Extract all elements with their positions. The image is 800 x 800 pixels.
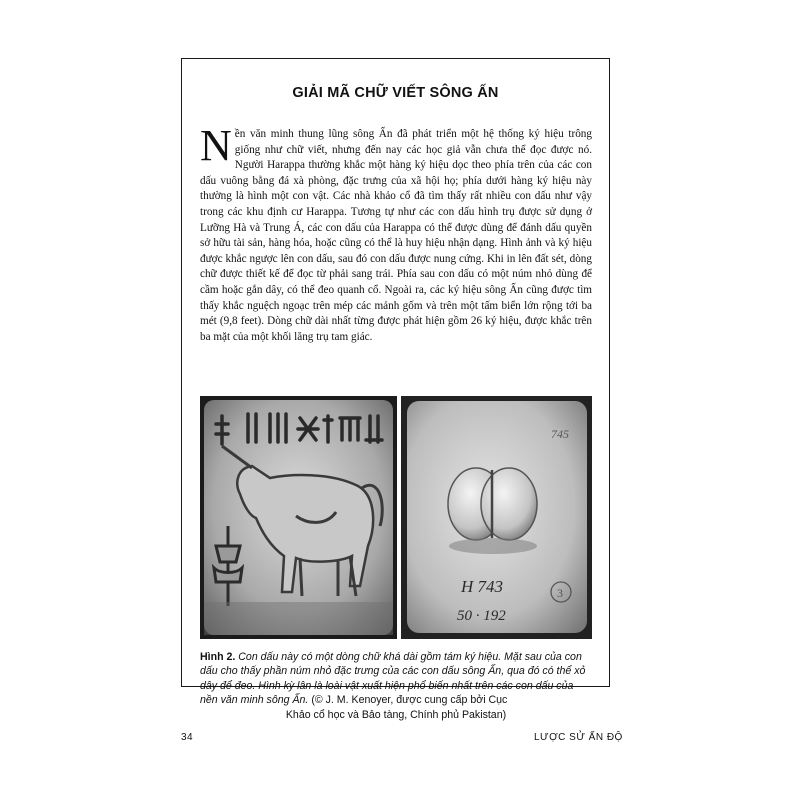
back-inscription-mid: H 743 [461,577,504,596]
box-title: GIẢI MÃ CHỮ VIẾT SÔNG ẤN [292,85,499,101]
box-body-text [200,121,592,345]
caption-text: Con dấu này có một dòng chữ khá dài gồm tám ký hiệu. Mặt sau của con dấu cho thấy phần núm nhỏ đặc trưng của các con dấu sông Ấn, qua đó có thể xỏ dây để đeo. Hình kỳ lân là loài vật xuất hiện phổ biến nhất trên các con dấu của nền văn minh sông Ấn. [200,651,586,707]
unicorn-seal-image [200,396,397,639]
running-head: LƯỢC SỬ ẤN ĐỘ [534,732,623,743]
back-inscription-top: 745 [551,427,569,441]
seal-back-image [401,396,592,639]
caption-credit-last: Khảo cổ học và Bảo tàng, Chính phủ Pakistan) [285,708,507,721]
back-circle-number: 3 [557,586,563,600]
page-number: 34 [181,732,194,743]
seal-front-photo [200,396,397,639]
figure-caption [200,650,592,722]
back-inscription-bottom: 50 · 192 [457,608,506,624]
sidebar-box [181,58,610,721]
caption-credit: (© J. M. Kenoyer, được cung cấp bởi Cục [311,694,508,707]
caption-label: Hình 2. [200,651,236,663]
body-paragraph: ền văn minh thung lũng sông Ấn đã phát triển một hệ thống ký hiệu trông giống như chữ viết, nhưng đến nay các học giả vẫn chưa thể đọc được nó. Người Harappa thường khắc một hàng ký hiệu dọc theo phía trên của các con dấu vuông bằng đá xà phòng, đặc trưng của xã hội họ; phía dưới hàng ký hiệu này thường là hình một con vật. Các nhà khảo cổ đã tìm thấy rất nhiều con dấu như vậy trong các khu định cư Harappa. Tương tự như các con dấu hình trụ được sử dụng ở Lưỡng Hà và Trung Á, các con dấu của Harappa có thể được dùng để đánh dấu quyền sở hữu tài sản, hàng hóa, hoặc cũng có thể là huy hiệu nhận dạng. Hình ảnh và ký hiệu được khắc ngược lên con dấu, sau đó con dấu được nung cứng. Khi in lên đất sét, dòng chữ được thiết kế để đọc từ phải sang trái. Phía sau con dấu có một núm nhỏ dùng để cầm hoặc gắn dây, có thể đeo quanh cổ. Ngoài ra, các ký hiệu sông Ấn cũng được tìm thấy khắc nguệch ngoạc trên mép các mảnh gốm và trên một tấm biển lớn rộng tới ba mét (9,8 feet). Dòng chữ dài nhất từng được phát hiện gồm 26 ký hiệu, được khắc trên ba mặt của một khối lăng trụ tam giác. [200,128,592,343]
seal-back-photo [401,396,592,639]
drop-cap: N [200,121,232,170]
